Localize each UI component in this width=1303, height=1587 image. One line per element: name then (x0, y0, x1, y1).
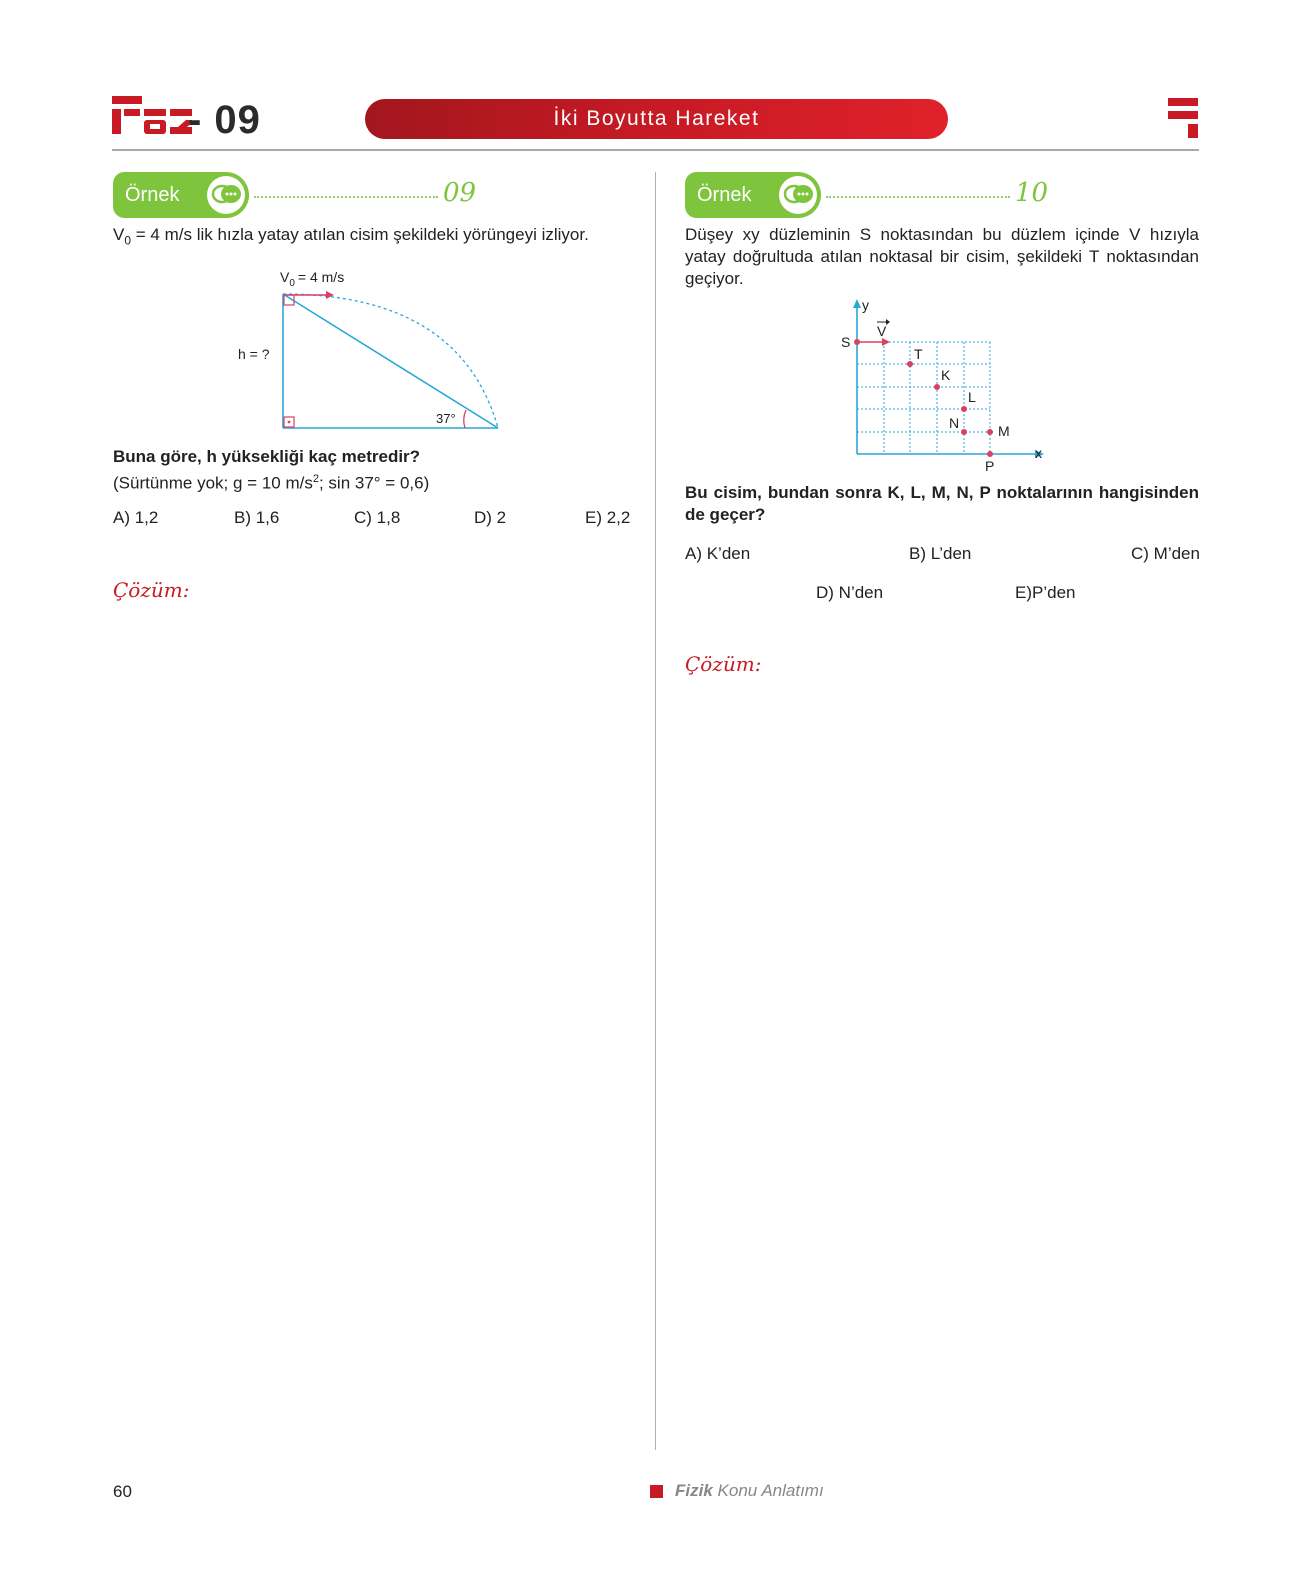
note-prefix: (Sürtünme yok; g = 10 m/s (113, 473, 313, 493)
point-m (987, 429, 993, 435)
option-d[interactable]: D) 2 (474, 508, 507, 527)
svg-text:P: P (985, 458, 995, 474)
example-badge-label: Örnek (125, 184, 180, 206)
xy-grid-figure (830, 296, 1050, 476)
page-number: 60 (113, 1482, 132, 1501)
v0-label: $V_0 = 4$ m/s (280, 269, 345, 289)
example-number: 09 (443, 178, 477, 208)
projectile-figure (230, 262, 510, 440)
solution-label: Çözüm: (113, 578, 190, 602)
option-e[interactable]: E) 2,2 (585, 508, 631, 527)
example-badge-10 (685, 172, 821, 218)
question-text: Bu cisim, bundan sonra K, L, M, N, P noktalarının hangisinden de geçer? (685, 483, 1199, 524)
h-label: h = ? (238, 346, 270, 362)
option-d[interactable]: D) N’den (816, 583, 884, 602)
stem-subscript: 0 (124, 233, 132, 248)
speech-bubble-icon (779, 176, 817, 214)
point-s (854, 339, 860, 345)
option-a[interactable]: A) K’den (685, 544, 751, 563)
note-sup: 2 (312, 473, 319, 485)
book-title-bold: Fizik (675, 1481, 713, 1500)
svg-text:L: L (968, 389, 976, 405)
stem-text: = 4 m/s lik hızla yatay atılan cisim şekildeki yörüngeyi izliyor. (135, 225, 589, 244)
corner-logo-icon (1168, 98, 1198, 140)
angle-arc (464, 410, 466, 428)
svg-text:S: S (841, 334, 851, 350)
footer-square-icon (650, 1485, 663, 1498)
option-e[interactable]: E)P’den (1015, 583, 1076, 602)
point-t (907, 361, 913, 367)
column-divider (655, 172, 656, 1450)
example-badge-label: Örnek (697, 184, 752, 206)
dotted-leader (254, 196, 438, 198)
book-title-rest: Konu Anlatımı (712, 1481, 824, 1500)
example-stem: Düşey xy düzleminin S noktasından bu düzlem içinde V hızıyla yatay doğrultuda atılan noktasal bir cisim, şekildeki T noktasından geçiyor. (685, 225, 1199, 288)
speech-bubble-icon (207, 176, 245, 214)
svg-text:T: T (914, 346, 923, 362)
y-axis-label: y (862, 297, 869, 313)
header-rule (112, 149, 1199, 151)
example-stem (113, 224, 633, 251)
option-c[interactable]: C) M’den (1131, 544, 1200, 563)
svg-text:M: M (998, 423, 1010, 439)
stem-prefix: V (113, 225, 125, 244)
option-c[interactable]: C) 1,8 (354, 508, 401, 527)
note-suffix: ; sin 37° = 0,6) (318, 473, 430, 493)
hypotenuse-line (283, 294, 498, 428)
given-note (113, 468, 429, 495)
point-p (987, 451, 993, 457)
angle-label: 37° (436, 411, 456, 426)
v-label: V (877, 323, 887, 339)
option-b[interactable]: B) 1,6 (234, 508, 280, 527)
point-n (961, 429, 967, 435)
unit-number: - 09 (188, 98, 261, 142)
svg-text:K: K (941, 367, 951, 383)
svg-text:N: N (949, 415, 960, 431)
option-b[interactable]: B) L’den (909, 544, 972, 563)
point-k (934, 384, 940, 390)
solution-label: Çözüm: (685, 652, 762, 676)
dotted-leader (826, 196, 1010, 198)
x-axis-label: x (1035, 445, 1042, 461)
option-a[interactable]: A) 1,2 (113, 508, 159, 527)
book-title (675, 1481, 824, 1501)
example-number: 10 (1015, 178, 1049, 208)
point-l (961, 406, 967, 412)
chapter-title: İki Boyutta Hareket (365, 99, 948, 139)
question-text: Buna göre, h yüksekliği kaç metredir? (113, 447, 421, 466)
example-badge-09 (113, 172, 249, 218)
